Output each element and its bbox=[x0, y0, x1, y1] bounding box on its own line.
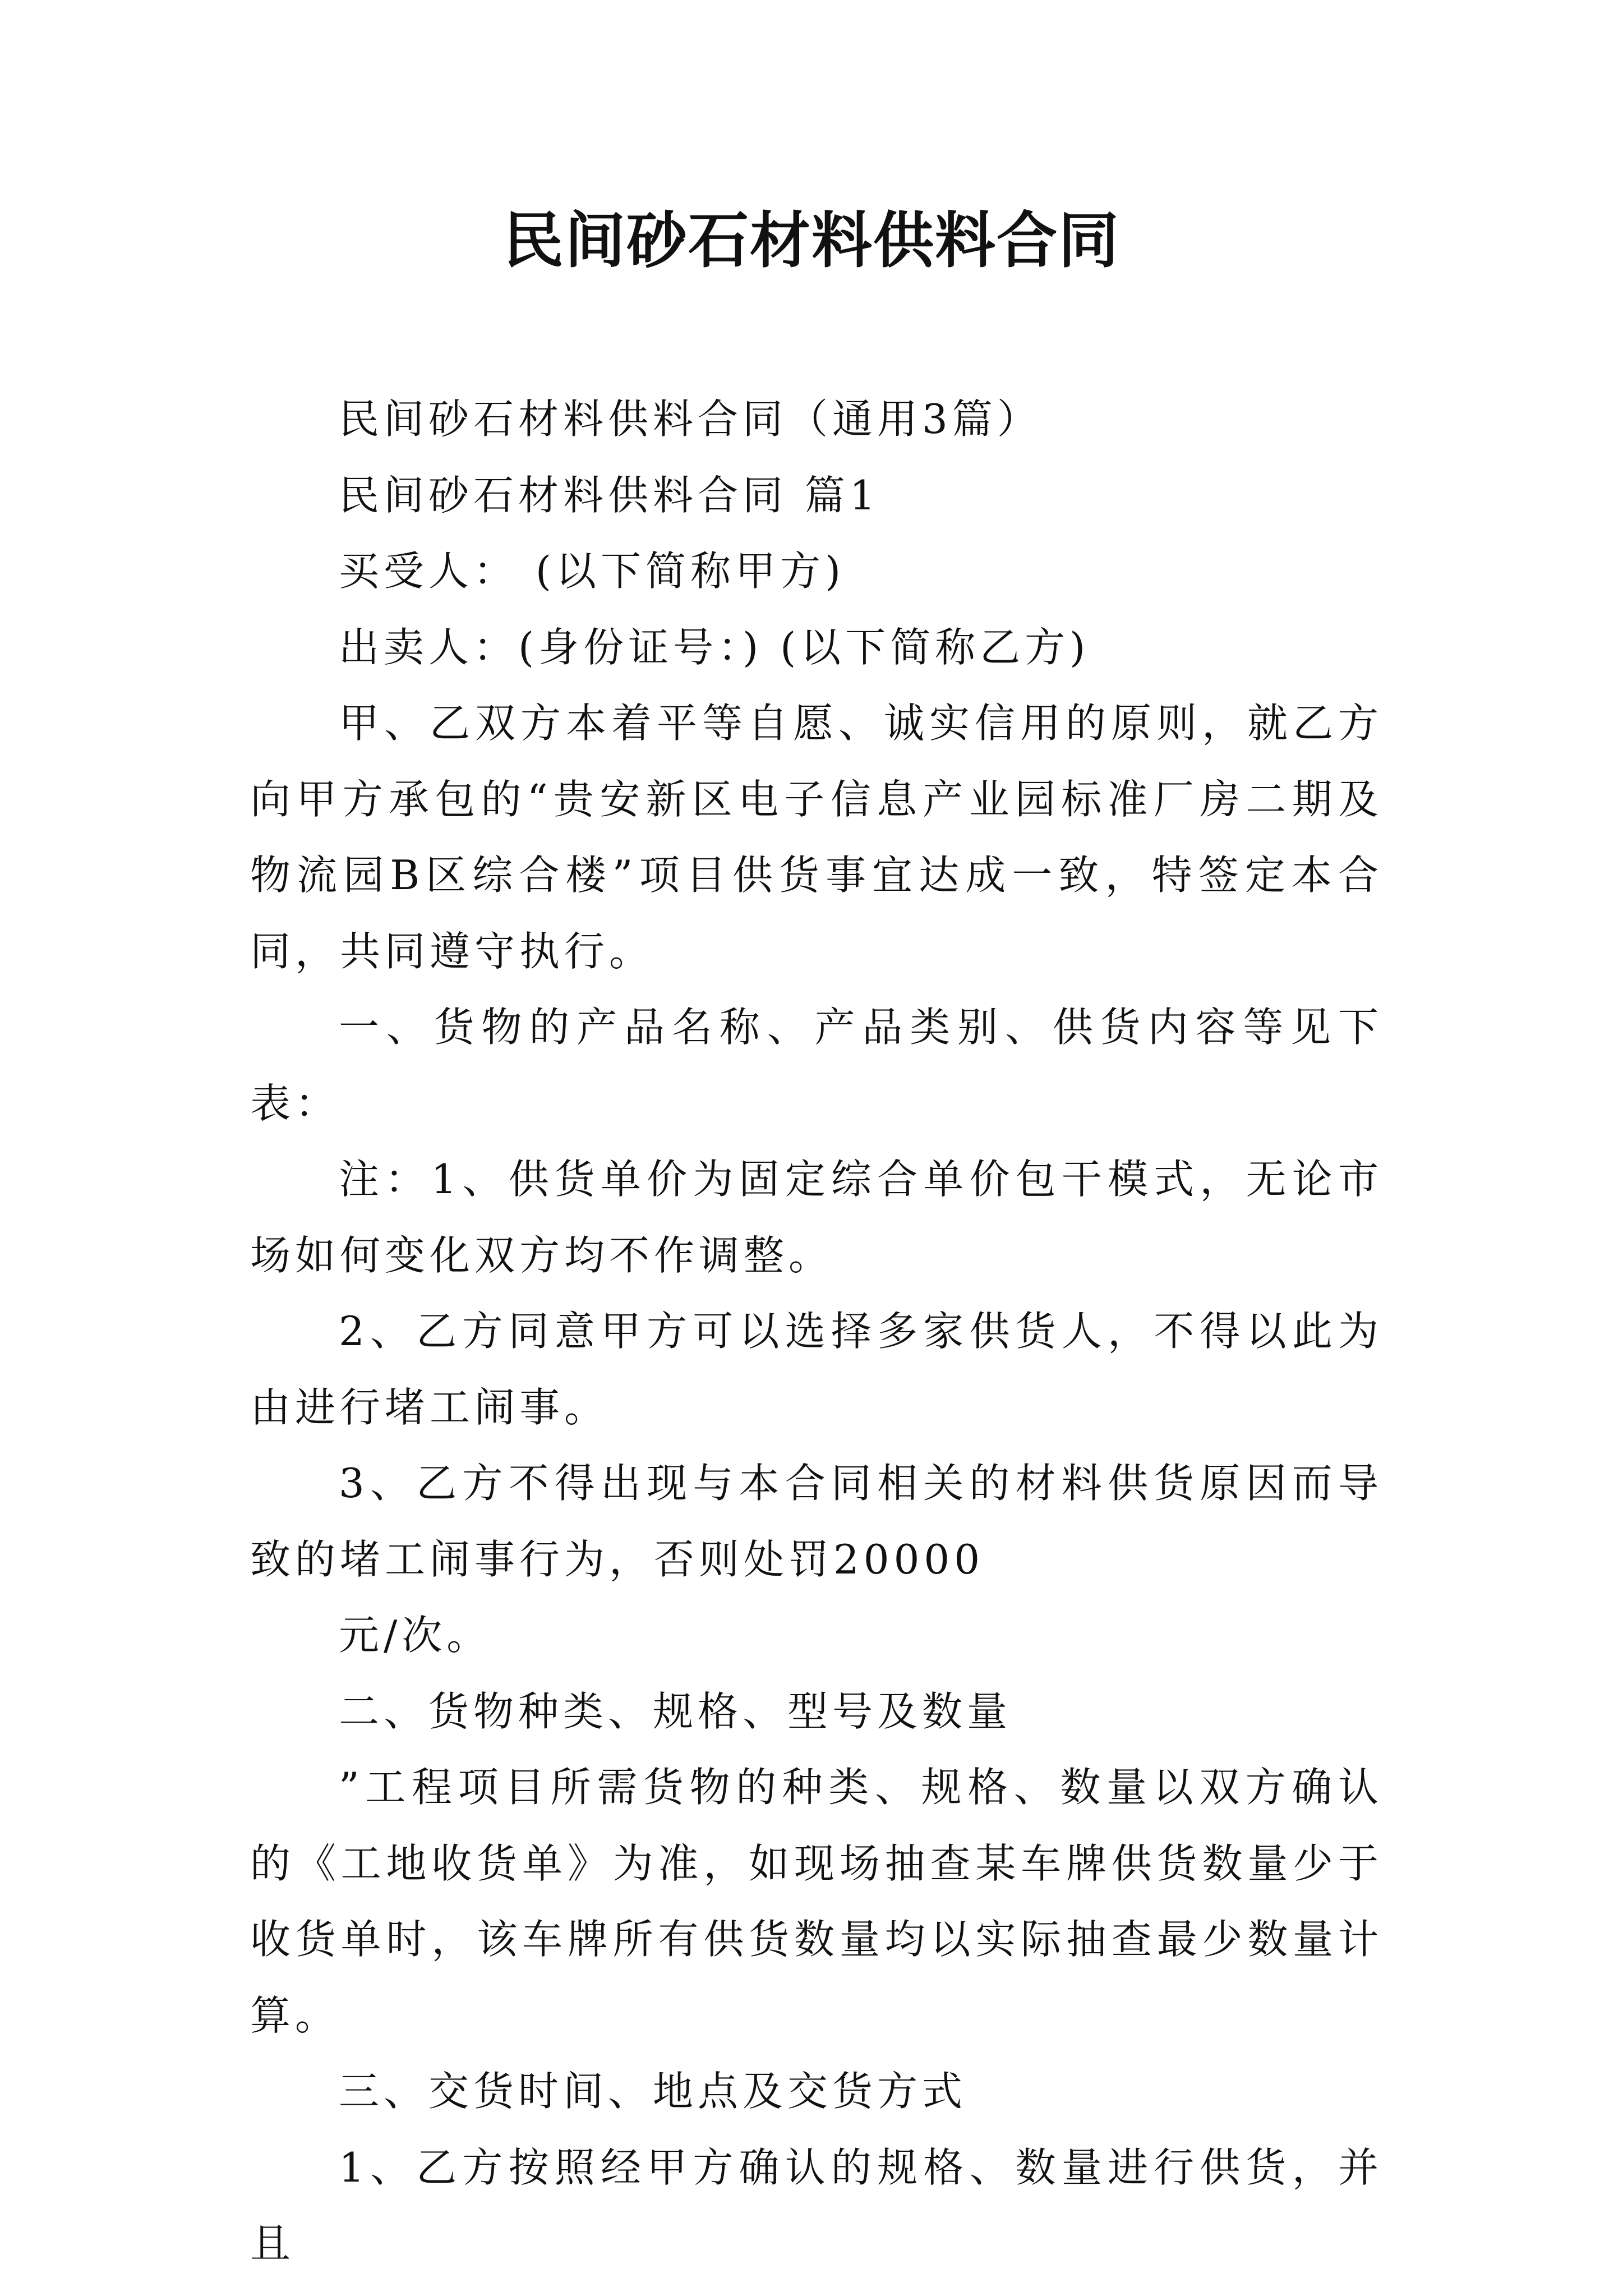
document-body bbox=[250, 381, 1383, 2282]
document-title: 民间砂石材料供料合同 bbox=[502, 206, 1120, 276]
paragraph-clause-1: 一、货物的产品名称、产品类别、供货内容等见下表： bbox=[250, 1004, 1383, 1127]
paragraph-note-2: 2、乙方同意甲方可以选择多家供货人，不得以此为由进行堵工闹事。 bbox=[250, 1308, 1383, 1431]
paragraph-clause-2: 二、货物种类、规格、型号及数量 bbox=[339, 1687, 1012, 1735]
paragraph-subtitle: 民间砂石材料供料合同（通用3篇） bbox=[339, 395, 1042, 443]
paragraph-note-1: 注：1、供货单价为固定综合单价包干模式，无论市场如何变化双方均不作调整。 bbox=[250, 1156, 1383, 1279]
paragraph-section-heading: 民间砂石材料供料合同 篇1 bbox=[339, 471, 880, 519]
paragraph-preamble: 甲、乙双方本着平等自愿、诚实信用的原则，就乙方向甲方承包的“贵安新区电子信息产业园标准厂房二期及物流园B区综合楼”项目供货事宜达成一致，特签定本合同，共同遵守执行。 bbox=[250, 700, 1383, 975]
paragraph-clause-3-item-1: 1、乙方按照经甲方确认的规格、数量进行供货，并且 bbox=[250, 2143, 1383, 2267]
paragraph-note-3: 3、乙方不得出现与本合同相关的材料供货原因而导致的堵工闹事行为，否则处罚20000 bbox=[250, 1460, 1383, 1583]
paragraph-seller: 出卖人：(身份证号：) (以下简称乙方) bbox=[339, 623, 1090, 671]
paragraph-clause-2-body: ”工程项目所需货物的种类、规格、数量以双方确认的《工地收货单》为准，如现场抽查某车牌供货数量少于收货单时，该车牌所有供货数量均以实际抽查最少数量计算。 bbox=[250, 1764, 1383, 2039]
paragraph-clause-3: 三、交货时间、地点及交货方式 bbox=[339, 2068, 967, 2115]
paragraph-note-3-unit: 元/次。 bbox=[339, 1612, 492, 1659]
paragraph-buyer: 买受人： (以下简称甲方) bbox=[339, 547, 846, 595]
